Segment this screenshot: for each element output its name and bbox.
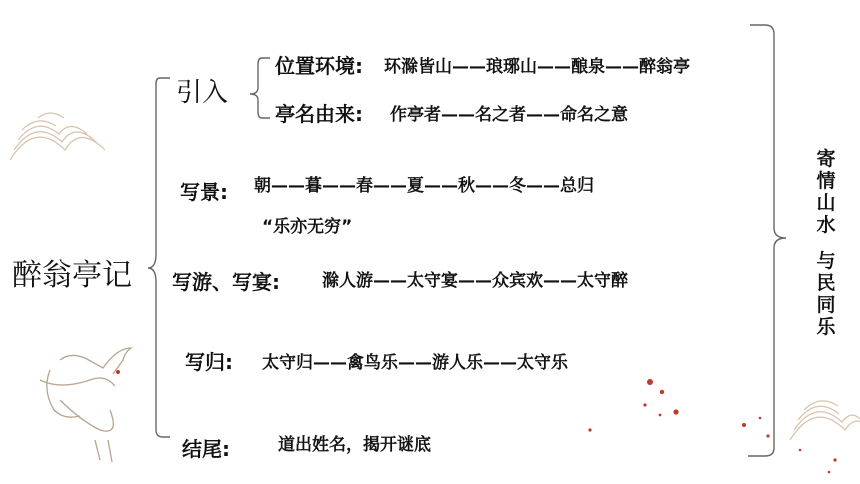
- location-label: 位置环境:: [275, 54, 363, 78]
- scenery-label: 写景:: [180, 180, 228, 204]
- intro-label: 引入: [176, 78, 229, 108]
- ending-text: 道出姓名，揭开谜底: [278, 435, 431, 455]
- crane-crest: [116, 370, 120, 374]
- scenery-quote: “乐亦无穷”: [262, 217, 353, 237]
- theme-column-1: [814, 148, 838, 236]
- ending-label: 结尾:: [182, 437, 230, 461]
- scenery-text: 朝——暮——春——夏——秋——冬——总归: [254, 176, 594, 196]
- theme-bracket: [748, 25, 786, 456]
- location-text: 环滁皆山——琅琊山——酿泉——醉翁亭: [384, 57, 690, 77]
- intro-bracket: [250, 58, 270, 118]
- name-origin-label: 亭名由来:: [275, 102, 363, 126]
- theme-char: 同: [816, 294, 836, 316]
- travel-label: 写游、写宴:: [172, 270, 280, 294]
- return-label: 写归:: [185, 350, 233, 374]
- theme-char: 山: [816, 192, 836, 214]
- wave-ornament-right: [790, 401, 860, 440]
- dot-cluster: [588, 379, 836, 473]
- main-bracket: [148, 78, 170, 437]
- name-origin-text: 作亭者——名之者——命名之意: [390, 105, 628, 125]
- return-text: 太守归——禽鸟乐——游人乐——太守乐: [262, 353, 568, 373]
- theme-column-2: [814, 250, 838, 338]
- page-title: 醉翁亭记: [12, 258, 132, 293]
- theme-char: 情: [816, 170, 836, 192]
- theme-char: 与: [816, 250, 836, 272]
- theme-char: 水: [816, 214, 836, 236]
- travel-text: 滁人游——太守宴——众宾欢——太守醉: [322, 271, 628, 291]
- theme-char: 乐: [816, 316, 836, 338]
- theme-char: 寄: [816, 148, 836, 170]
- wave-ornament-left: [10, 113, 105, 160]
- theme-char: 民: [816, 272, 836, 294]
- crane-illustration: [40, 348, 131, 462]
